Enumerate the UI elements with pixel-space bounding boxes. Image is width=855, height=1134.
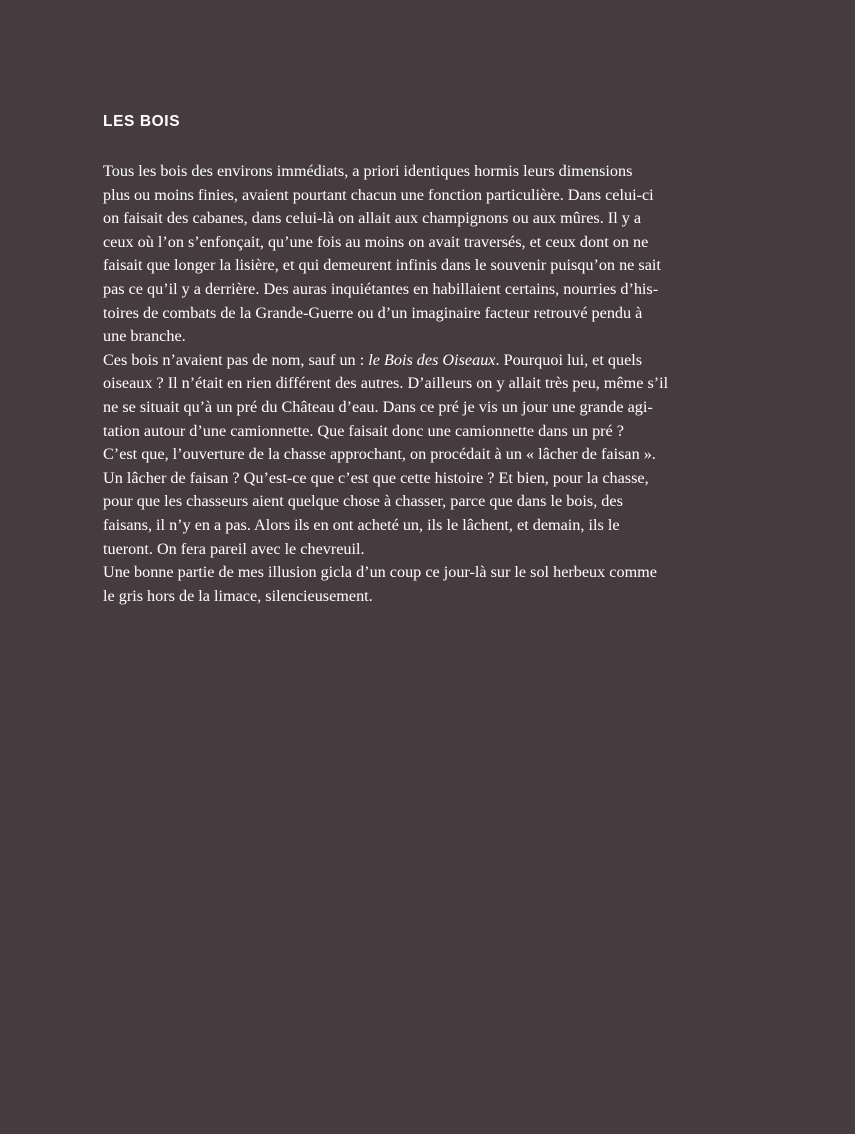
text-line: on faisait des cabanes, dans celui-là on allait aux champignons ou aux mûres. Il y a — [103, 209, 642, 228]
text-line: tueront. On fera pareil avec le chevreuil. — [103, 539, 365, 558]
text-line: plus ou moins finies, avaient pourtant chacun une fonction particulière. Dans celui-ci — [103, 185, 654, 204]
paragraph-3 — [103, 561, 743, 608]
text-segment: Ces bois n’avaient pas de nom, sauf un : — [103, 350, 369, 369]
text-line: pas ce qu’il y a derrière. Des auras inquiétantes en habillaient certains, nourries d’his- — [103, 279, 659, 298]
text-line: C’est que, l’ouverture de la chasse approchant, on procédait à un « lâcher de faisan ». — [103, 445, 656, 464]
italic-title: le Bois des Oiseaux — [368, 350, 496, 369]
text-line: ne se situait qu’à un pré du Château d’eau. Dans ce pré je vis un jour une grande agi- — [103, 397, 653, 416]
paragraph-1 — [103, 160, 743, 349]
text-line: Tous les bois des environs immédiats, a priori identiques hormis leurs dimensions — [103, 162, 633, 180]
text-line: Une bonne partie de mes illusion gicla d’un coup ce jour-là sur le sol herbeux comme — [103, 563, 657, 582]
text-line: oiseaux ? Il n’était en rien différent des autres. D’ailleurs on y allait très peu, même s’il — [103, 374, 669, 393]
paragraph-2 — [103, 349, 743, 561]
body-text — [103, 160, 743, 608]
text-line: faisait que longer la lisière, et qui demeurent infinis dans le souvenir puisqu’on ne sait — [103, 256, 661, 275]
text-line: le gris hors de la limace, silencieusement. — [103, 586, 373, 605]
text-line: pour que les chasseurs aient quelque chose à chasser, parce que dans le bois, des — [103, 492, 623, 511]
text-line: faisans, il n’y en a pas. Alors ils en ont acheté un, ils le lâchent, et demain, ils le — [103, 515, 620, 534]
text-line: Un lâcher de faisan ? Qu’est-ce que c’est que cette histoire ? Et bien, pour la chasse, — [103, 468, 649, 487]
text-line: ceux où l’on s’enfonçait, qu’une fois au moins on avait traversés, et ceux dont on ne — [103, 232, 649, 251]
text-line: une branche. — [103, 327, 186, 346]
text-line — [103, 349, 743, 373]
text-line: toires de combats de la Grande-Guerre ou d’un imaginaire facteur retrouvé pendu à — [103, 303, 643, 322]
text-segment: . Pourquoi lui, et quels — [495, 350, 643, 369]
section-heading: LES BOIS — [103, 113, 181, 130]
text-line: tation autour d’une camionnette. Que faisait donc une camionnette dans un pré ? — [103, 421, 624, 440]
document-page — [103, 112, 743, 608]
